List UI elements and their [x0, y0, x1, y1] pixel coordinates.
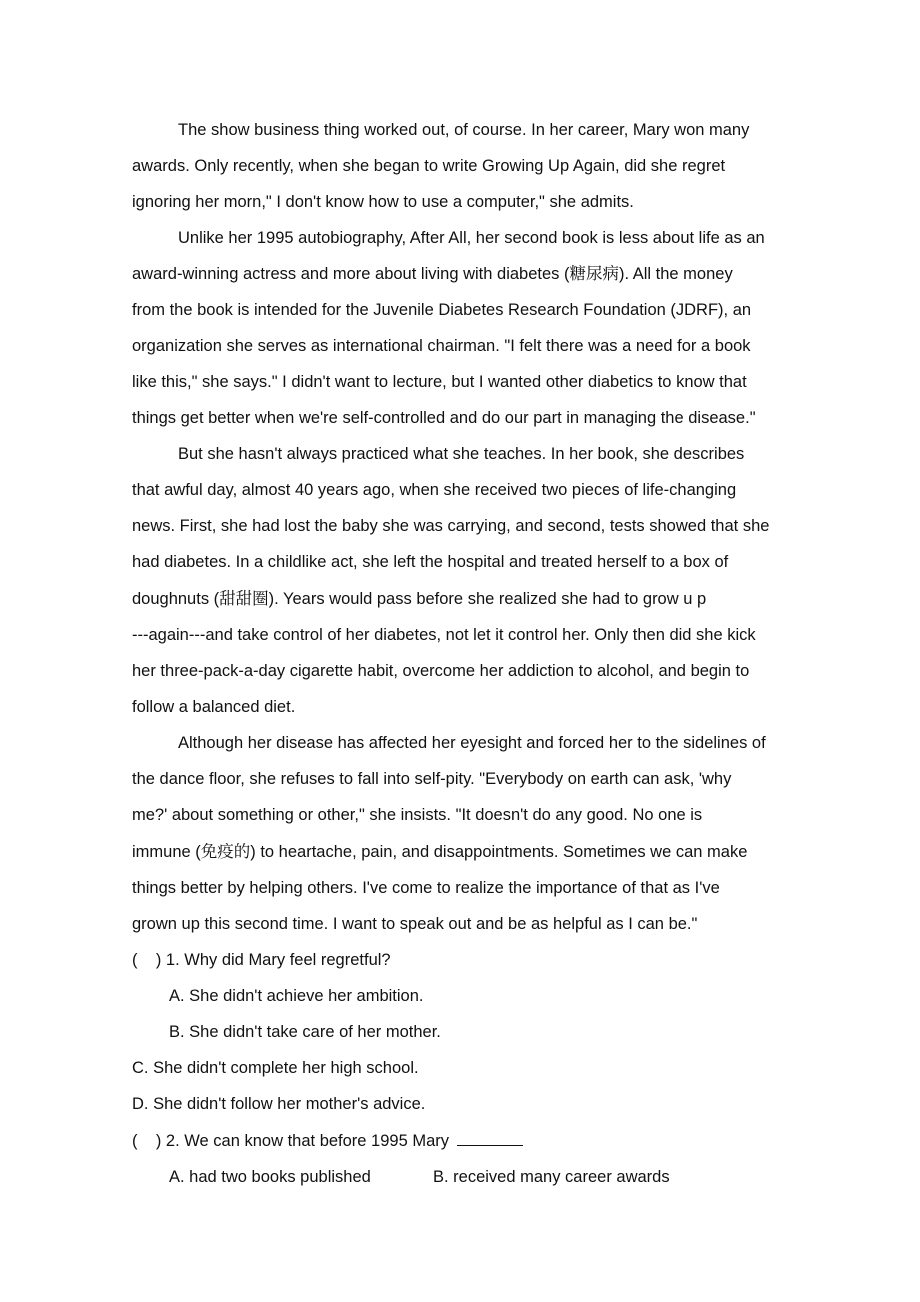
- passage-line: doughnuts (甜甜圈). Years would pass before she realized she had to grow u p: [132, 590, 707, 608]
- question-2: [132, 1131, 523, 1151]
- passage-line: immune (免疫的) to heartache, pain, and disappointments. Sometimes we can make: [132, 843, 748, 861]
- passage-line: But she hasn't always practiced what she teaches. In her book, she describes: [178, 445, 745, 463]
- passage-line: that awful day, almost 40 years ago, when she received two pieces of life-changing: [132, 481, 737, 499]
- question-2-option-a: A. had two books published: [169, 1168, 371, 1186]
- question-1-stem: ( ) 1. Why did Mary feel regretful?: [132, 951, 391, 969]
- passage-line: ignoring her morn," I don't know how to use a computer," she admits.: [132, 193, 634, 211]
- answer-blank: [457, 1131, 523, 1146]
- passage-line: her three-pack-a-day cigarette habit, overcome her addiction to alcohol, and begin to: [132, 662, 750, 680]
- passage-line: from the book is intended for the Juvenile Diabetes Research Foundation (JDRF), an: [132, 301, 752, 319]
- passage-line: awards. Only recently, when she began to write Growing Up Again, did she regret: [132, 157, 726, 175]
- passage-line: things better by helping others. I've come to realize the importance of that as I've: [132, 879, 720, 897]
- passage-line: The show business thing worked out, of course. In her career, Mary won many: [178, 121, 750, 139]
- passage-line: ---again---and take control of her diabetes, not let it control her. Only then did she kick: [132, 626, 756, 644]
- passage-line: like this," she says." I didn't want to lecture, but I wanted other diabetics to know that: [132, 373, 747, 391]
- passage-line: organization she serves as international chairman. "I felt there was a need for a book: [132, 337, 751, 355]
- passage-line: Unlike her 1995 autobiography, After All, her second book is less about life as an: [178, 229, 765, 247]
- question-1-option-a: A. She didn't achieve her ambition.: [169, 987, 424, 1005]
- question-1-option-b: B. She didn't take care of her mother.: [169, 1023, 441, 1041]
- question-2-stem: ( ) 2. We can know that before 1995 Mary: [132, 1132, 450, 1150]
- passage-line: the dance floor, she refuses to fall into self-pity. "Everybody on earth can ask, 'why: [132, 770, 732, 788]
- passage-line: things get better when we're self-controlled and do our part in managing the disease.": [132, 409, 756, 427]
- question-2-option-b: B. received many career awards: [433, 1168, 670, 1186]
- passage-line: news. First, she had lost the baby she was carrying, and second, tests showed that she: [132, 517, 770, 535]
- passage-line: had diabetes. In a childlike act, she left the hospital and treated herself to a box of: [132, 553, 729, 571]
- question-1-option-c: C. She didn't complete her high school.: [132, 1059, 419, 1077]
- passage-line: Although her disease has affected her eyesight and forced her to the sidelines of: [178, 734, 766, 752]
- passage-line: follow a balanced diet.: [132, 698, 296, 716]
- question-1-option-d: D. She didn't follow her mother's advice.: [132, 1095, 426, 1113]
- passage-line: grown up this second time. I want to speak out and be as helpful as I can be.": [132, 915, 698, 933]
- passage-line: award-winning actress and more about living with diabetes (糖尿病). All the money: [132, 265, 733, 283]
- passage-line: me?' about something or other," she insists. "It doesn't do any good. No one is: [132, 806, 703, 824]
